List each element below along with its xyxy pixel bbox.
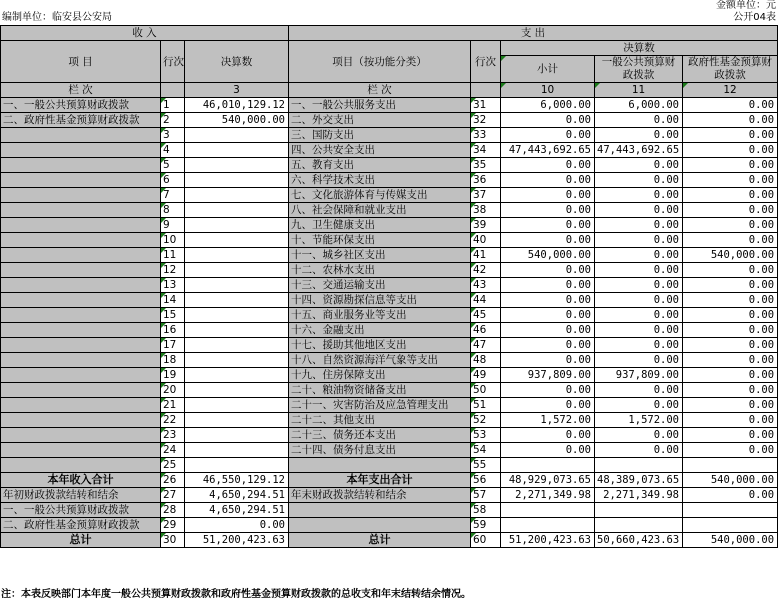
right-item: 十三、交通运输支出 [289, 278, 471, 293]
grand-total-fund: 540,000.00 [683, 533, 778, 548]
right-item: 二十三、债务还本支出 [289, 428, 471, 443]
subtotal-value: 0.00 [501, 263, 595, 278]
right-item: 五、教育支出 [289, 158, 471, 173]
left-item [1, 443, 161, 458]
subtotal-value: 0.00 [501, 353, 595, 368]
right-line: 37 [471, 188, 501, 203]
carry-fund-label: 二、政府性基金预算财政拨款 [1, 518, 161, 533]
table-row [1, 308, 778, 323]
left-item [1, 353, 161, 368]
left-amount [185, 293, 289, 308]
table-row [1, 413, 778, 428]
gov-fund-value: 0.00 [683, 338, 778, 353]
left-item [1, 128, 161, 143]
gen-budget-value: 0.00 [595, 383, 683, 398]
col-no-3: 3 [185, 83, 289, 98]
left-line: 19 [161, 368, 185, 383]
left-line: 22 [161, 413, 185, 428]
left-line: 15 [161, 308, 185, 323]
subtotal-value: 0.00 [501, 293, 595, 308]
gov-fund-value: 540,000.00 [683, 248, 778, 263]
left-line: 1 [161, 98, 185, 113]
right-line: 44 [471, 293, 501, 308]
carry-out-subtotal: 2,271,349.98 [501, 488, 595, 503]
gov-fund-value: 0.00 [683, 383, 778, 398]
gen-budget-value: 1,572.00 [595, 413, 683, 428]
grand-total-rline: 60 [471, 533, 501, 548]
gen-budget-value: 0.00 [595, 353, 683, 368]
right-item: 二十四、债务付息支出 [289, 443, 471, 458]
footnote: 注：本表反映部门本年度一般公共预算财政拨款和政府性基金预算财政拨款的总收支和年末结转结余情况。 [1, 589, 471, 600]
left-amount [185, 188, 289, 203]
expend-total-label: 本年支出合计 [289, 473, 471, 488]
right-item: 十六、金融支出 [289, 323, 471, 338]
left-line: 25 [161, 458, 185, 473]
right-item: 四、公共安全支出 [289, 143, 471, 158]
subtotal-value: 47,443,692.65 [501, 143, 595, 158]
organization: 编制单位：临安县公安局 [2, 12, 112, 23]
table-number: 公开04表 [733, 12, 776, 23]
gen-budget-value: 0.00 [595, 398, 683, 413]
table-row [1, 218, 778, 233]
right-line: 51 [471, 398, 501, 413]
gen-budget-header: 一般公共预算财政拨款 [595, 56, 683, 83]
right-item: 二、外交支出 [289, 113, 471, 128]
subtotal-value: 0.00 [501, 203, 595, 218]
right-item: 十、节能环保支出 [289, 233, 471, 248]
table-row [1, 128, 778, 143]
subtotal-value: 0.00 [501, 428, 595, 443]
left-line: 23 [161, 428, 185, 443]
subtotal-value: 0.00 [501, 233, 595, 248]
gen-budget-value: 0.00 [595, 308, 683, 323]
left-amount [185, 413, 289, 428]
expend-total-line: 56 [471, 473, 501, 488]
right-item: 九、卫生健康支出 [289, 218, 471, 233]
table-row [1, 173, 778, 188]
left-line: 5 [161, 158, 185, 173]
item-func-header: 项目（按功能分类） [289, 41, 471, 83]
left-item: 二、政府性基金预算财政拨款 [1, 113, 161, 128]
gen-budget-value [595, 458, 683, 473]
carry-out-gen: 2,271,349.98 [595, 488, 683, 503]
left-line: 9 [161, 218, 185, 233]
gov-fund-value: 0.00 [683, 98, 778, 113]
carry-gen-label: 一、一般公共预算财政拨款 [1, 503, 161, 518]
expend-header: 支 出 [289, 26, 778, 41]
gov-fund-value: 0.00 [683, 188, 778, 203]
left-item [1, 263, 161, 278]
subtotal-value: 0.00 [501, 338, 595, 353]
right-item: 十四、资源勘探信息等支出 [289, 293, 471, 308]
carry-gen-amount: 4,650,294.51 [185, 503, 289, 518]
subtotal-value [501, 458, 595, 473]
left-item [1, 233, 161, 248]
right-item: 十五、商业服务业等支出 [289, 308, 471, 323]
gen-budget-value: 0.00 [595, 128, 683, 143]
left-item [1, 398, 161, 413]
right-line: 31 [471, 98, 501, 113]
grand-total-label2: 总计 [289, 533, 471, 548]
gen-budget-value: 0.00 [595, 428, 683, 443]
gen-budget-value: 0.00 [595, 233, 683, 248]
left-item [1, 278, 161, 293]
right-item: 十七、援助其他地区支出 [289, 338, 471, 353]
carry-in-line: 27 [161, 488, 185, 503]
left-amount: 540,000.00 [185, 113, 289, 128]
left-amount [185, 353, 289, 368]
gov-fund-value: 0.00 [683, 398, 778, 413]
subtotal-value: 0.00 [501, 218, 595, 233]
right-line: 35 [471, 158, 501, 173]
gen-budget-value: 6,000.00 [595, 98, 683, 113]
income-total-label: 本年收入合计 [1, 473, 161, 488]
table-row [1, 263, 778, 278]
table-row [1, 458, 778, 473]
gen-budget-value: 0.00 [595, 158, 683, 173]
table-row [1, 383, 778, 398]
gov-fund-value: 0.00 [683, 173, 778, 188]
carry-out-label: 年末财政拨款结转和结余 [289, 488, 471, 503]
amount-unit: 金额单位：元 [716, 0, 776, 11]
income-header: 收 入 [1, 26, 289, 41]
left-amount [185, 368, 289, 383]
right-line: 45 [471, 308, 501, 323]
right-item: 三、国防支出 [289, 128, 471, 143]
lanci-label: 栏 次 [1, 83, 161, 98]
grand-total-line: 30 [161, 533, 185, 548]
left-amount [185, 443, 289, 458]
gov-fund-value: 0.00 [683, 128, 778, 143]
right-item: 八、社会保障和就业支出 [289, 203, 471, 218]
right-line: 34 [471, 143, 501, 158]
right-line: 33 [471, 128, 501, 143]
gen-budget-value: 47,443,692.65 [595, 143, 683, 158]
line2-header: 行次 [471, 41, 501, 83]
left-line: 4 [161, 143, 185, 158]
gov-fund-value: 0.00 [683, 323, 778, 338]
left-item [1, 458, 161, 473]
right-line: 36 [471, 173, 501, 188]
table-row [1, 443, 778, 458]
col-no-12: 12 [683, 83, 778, 98]
left-amount: 46,010,129.12 [185, 98, 289, 113]
subtotal-value: 0.00 [501, 323, 595, 338]
gen-budget-value: 937,809.00 [595, 368, 683, 383]
subtotal-value: 1,572.00 [501, 413, 595, 428]
subtotal-header: 小计 [501, 56, 595, 83]
right-line: 43 [471, 278, 501, 293]
table-row [1, 368, 778, 383]
right-item: 七、文化旅游体育与传媒支出 [289, 188, 471, 203]
left-item: 一、一般公共预算财政拨款 [1, 98, 161, 113]
left-item [1, 308, 161, 323]
gov-fund-value: 0.00 [683, 443, 778, 458]
gen-budget-value: 0.00 [595, 293, 683, 308]
gen-budget-value: 0.00 [595, 218, 683, 233]
left-line: 11 [161, 248, 185, 263]
income-total-amount: 46,550,129.12 [185, 473, 289, 488]
gov-fund-value: 0.00 [683, 353, 778, 368]
carry-fund-rline: 59 [471, 518, 501, 533]
table-row [1, 338, 778, 353]
left-amount [185, 398, 289, 413]
col-no-10: 10 [501, 83, 595, 98]
table-row [1, 188, 778, 203]
gov-fund-value: 0.00 [683, 413, 778, 428]
right-line: 49 [471, 368, 501, 383]
subtotal-value: 0.00 [501, 158, 595, 173]
amount-header: 决算数 [185, 41, 289, 83]
subtotal-value: 0.00 [501, 443, 595, 458]
gov-fund-value: 0.00 [683, 308, 778, 323]
gov-fund-value: 0.00 [683, 278, 778, 293]
left-item [1, 383, 161, 398]
gov-fund-value: 0.00 [683, 143, 778, 158]
subtotal-value: 0.00 [501, 278, 595, 293]
subtotal-value: 0.00 [501, 128, 595, 143]
gen-budget-value: 0.00 [595, 113, 683, 128]
subtotal-value: 540,000.00 [501, 248, 595, 263]
table-row [1, 278, 778, 293]
left-line: 10 [161, 233, 185, 248]
left-line: 16 [161, 323, 185, 338]
left-amount [185, 383, 289, 398]
left-item [1, 218, 161, 233]
carry-fund-line: 29 [161, 518, 185, 533]
gov-fund-value: 0.00 [683, 368, 778, 383]
right-line: 32 [471, 113, 501, 128]
left-line: 20 [161, 383, 185, 398]
grand-total-amount: 51,200,423.63 [185, 533, 289, 548]
left-line: 18 [161, 353, 185, 368]
finance-table [0, 25, 778, 548]
left-amount [185, 203, 289, 218]
gov-fund-value: 0.00 [683, 293, 778, 308]
left-amount [185, 323, 289, 338]
left-amount [185, 218, 289, 233]
line-header: 行次 [161, 41, 185, 83]
left-amount [185, 173, 289, 188]
gen-budget-value: 0.00 [595, 173, 683, 188]
subtotal-value: 937,809.00 [501, 368, 595, 383]
table-row [1, 248, 778, 263]
left-item [1, 338, 161, 353]
gen-budget-value: 0.00 [595, 263, 683, 278]
left-amount [185, 278, 289, 293]
subtotal-value: 0.00 [501, 173, 595, 188]
right-line: 46 [471, 323, 501, 338]
subtotal-value: 0.00 [501, 188, 595, 203]
table-row [1, 158, 778, 173]
right-line: 50 [471, 383, 501, 398]
right-item: 六、科学技术支出 [289, 173, 471, 188]
carry-fund-amount: 0.00 [185, 518, 289, 533]
right-item: 二十二、其他支出 [289, 413, 471, 428]
left-item [1, 158, 161, 173]
left-line: 14 [161, 293, 185, 308]
left-amount [185, 143, 289, 158]
gen-budget-value: 0.00 [595, 248, 683, 263]
right-item: 十二、农林水支出 [289, 263, 471, 278]
left-line: 13 [161, 278, 185, 293]
left-line: 17 [161, 338, 185, 353]
gov-fund-value: 0.00 [683, 203, 778, 218]
left-item [1, 143, 161, 158]
right-line: 54 [471, 443, 501, 458]
item-header: 项 目 [1, 41, 161, 83]
right-line: 38 [471, 203, 501, 218]
expend-total-gen: 48,389,073.65 [595, 473, 683, 488]
gov-fund-value [683, 458, 778, 473]
table-row [1, 233, 778, 248]
left-line: 24 [161, 443, 185, 458]
gov-fund-header: 政府性基金预算财政拨款 [683, 56, 778, 83]
subtotal-value: 0.00 [501, 383, 595, 398]
amount2-header: 决算数 [501, 41, 778, 56]
gen-budget-value: 0.00 [595, 443, 683, 458]
carry-in-amount: 4,650,294.51 [185, 488, 289, 503]
right-item: 十八、自然资源海洋气象等支出 [289, 353, 471, 368]
left-item [1, 173, 161, 188]
right-item: 十九、住房保障支出 [289, 368, 471, 383]
gov-fund-value: 0.00 [683, 113, 778, 128]
subtotal-value: 0.00 [501, 113, 595, 128]
left-amount [185, 128, 289, 143]
right-item: 一、一般公共服务支出 [289, 98, 471, 113]
right-line: 47 [471, 338, 501, 353]
left-amount [185, 248, 289, 263]
left-amount [185, 458, 289, 473]
gov-fund-value: 0.00 [683, 233, 778, 248]
left-amount [185, 428, 289, 443]
subtotal-value: 6,000.00 [501, 98, 595, 113]
right-item: 十一、城乡社区支出 [289, 248, 471, 263]
carry-in-label: 年初财政拨款结转和结余 [1, 488, 161, 503]
subtotal-value: 0.00 [501, 308, 595, 323]
right-item: 二十一、灾害防治及应急管理支出 [289, 398, 471, 413]
table-row [1, 353, 778, 368]
carry-out-fund: 0.00 [683, 488, 778, 503]
right-line: 48 [471, 353, 501, 368]
right-line: 42 [471, 263, 501, 278]
left-line: 6 [161, 173, 185, 188]
left-line: 12 [161, 263, 185, 278]
left-item [1, 248, 161, 263]
grand-total-label: 总计 [1, 533, 161, 548]
left-amount [185, 338, 289, 353]
left-item [1, 428, 161, 443]
right-line: 41 [471, 248, 501, 263]
left-amount [185, 308, 289, 323]
gen-budget-value: 0.00 [595, 323, 683, 338]
right-line: 40 [471, 233, 501, 248]
left-line: 21 [161, 398, 185, 413]
subtotal-value: 0.00 [501, 398, 595, 413]
gov-fund-value: 0.00 [683, 158, 778, 173]
table-row [1, 113, 778, 128]
gen-budget-value: 0.00 [595, 278, 683, 293]
right-line: 53 [471, 428, 501, 443]
gov-fund-value: 0.00 [683, 263, 778, 278]
expend-total-subtotal: 48,929,073.65 [501, 473, 595, 488]
table-row [1, 98, 778, 113]
carry-out-line: 57 [471, 488, 501, 503]
left-line: 7 [161, 188, 185, 203]
left-item [1, 188, 161, 203]
left-amount [185, 233, 289, 248]
expend-total-fund: 540,000.00 [683, 473, 778, 488]
col-no-11: 11 [595, 83, 683, 98]
lanci2-label: 栏 次 [289, 83, 471, 98]
right-line: 55 [471, 458, 501, 473]
gen-budget-value: 0.00 [595, 188, 683, 203]
table-row [1, 293, 778, 308]
grand-total-gen: 50,660,423.63 [595, 533, 683, 548]
left-item [1, 323, 161, 338]
carry-gen-line: 28 [161, 503, 185, 518]
table-row [1, 143, 778, 158]
gen-budget-value: 0.00 [595, 338, 683, 353]
table-row [1, 428, 778, 443]
carry-gen-rline: 58 [471, 503, 501, 518]
right-line: 39 [471, 218, 501, 233]
gov-fund-value: 0.00 [683, 218, 778, 233]
table-row [1, 323, 778, 338]
left-line: 2 [161, 113, 185, 128]
grand-total-subtotal: 51,200,423.63 [501, 533, 595, 548]
left-amount [185, 263, 289, 278]
right-line: 52 [471, 413, 501, 428]
right-item: 二十、粮油物资储备支出 [289, 383, 471, 398]
left-item [1, 293, 161, 308]
left-amount [185, 158, 289, 173]
income-total-line: 26 [161, 473, 185, 488]
table-row [1, 398, 778, 413]
left-item [1, 203, 161, 218]
left-item [1, 413, 161, 428]
left-line: 8 [161, 203, 185, 218]
gen-budget-value: 0.00 [595, 203, 683, 218]
right-item [289, 458, 471, 473]
gov-fund-value: 0.00 [683, 428, 778, 443]
table-row [1, 203, 778, 218]
left-item [1, 368, 161, 383]
left-line: 3 [161, 128, 185, 143]
